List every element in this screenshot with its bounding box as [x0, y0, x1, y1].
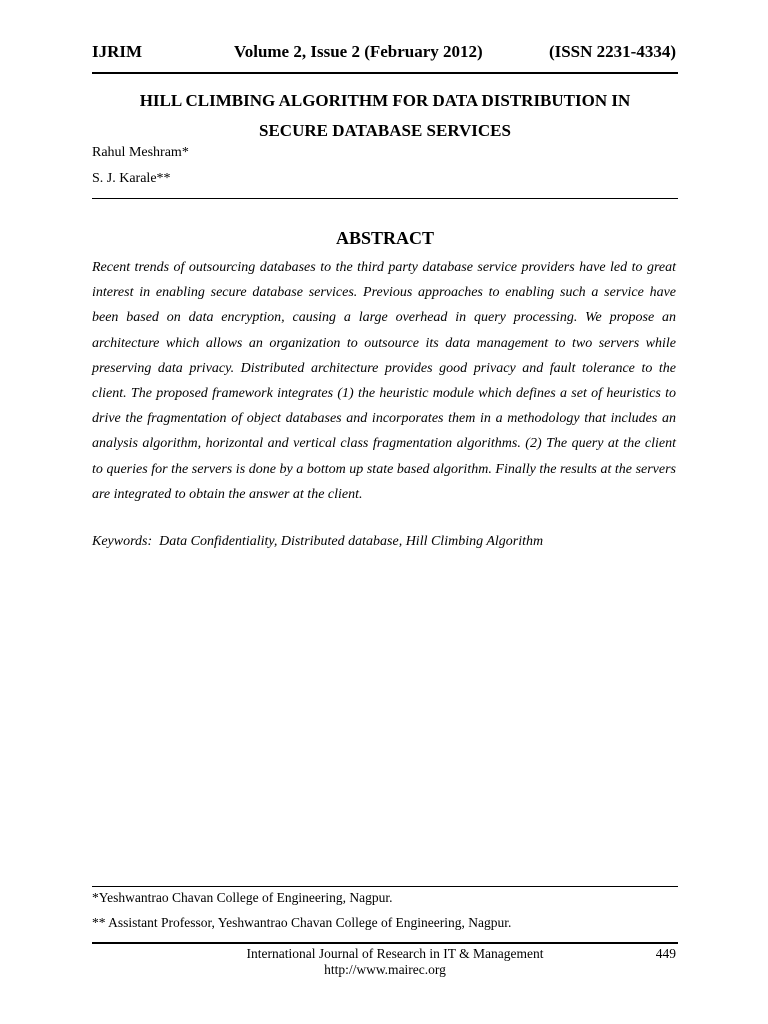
issn: (ISSN 2231-4334): [548, 42, 676, 61]
header-divider: [92, 72, 678, 74]
footnote-divider: [92, 886, 678, 887]
author-divider: [92, 198, 678, 199]
footnote-1: *Yeshwantrao Chavan College of Engineering, Nagpur.: [92, 890, 393, 905]
abstract-text: Recent trends of outsourcing databases to the third party database service providers have led to great interest in enabling secure database services. Previous approaches to enabling such a service have been based on data encryption, causing a large overhead in query processing. We propose an architecture which allows an organization to outsource its data management to two servers while preserving data privacy. Distributed architecture provides good privacy and fault tolerance to the client. The proposed framework integrates (1) the heuristic module which defines a set of heuristics to drive the fragmentation of object databases and incorporates them in a methodology that includes an analysis algorithm, horizontal and vertical class fragmentation algorithms. (2) The query at the client to queries for the servers is done by a bottom up state based algorithm. Finally the results at the servers are integrated to obtain the answer at the client.: [92, 260, 676, 502]
footer-divider: [92, 942, 678, 944]
footnote-2: ** Assistant Professor, Yeshwantrao Chavan College of Engineering, Nagpur.: [92, 915, 512, 930]
title-line-1: HILL CLIMBING ALGORITHM FOR DATA DISTRIBUTION IN: [139, 91, 631, 110]
author-2: S. J. Karale**: [92, 171, 171, 186]
volume-issue: Volume 2, Issue 2 (February 2012): [234, 42, 483, 61]
author-1: Rahul Meshram*: [92, 145, 189, 160]
page-number: 449: [655, 946, 676, 961]
footer-journal-name: International Journal of Research in IT & Management: [246, 946, 544, 961]
footer-url: http://www.mairec.org: [324, 962, 446, 977]
abstract-heading: ABSTRACT: [335, 228, 435, 248]
keywords: Keywords: Data Confidentiality, Distributed database, Hill Climbing Algorithm: [92, 534, 544, 549]
paper-title: [92, 86, 678, 146]
title-line-2: SECURE DATABASE SERVICES: [259, 121, 511, 140]
running-header: [92, 42, 676, 66]
journal-abbrev: IJRIM: [92, 42, 143, 61]
